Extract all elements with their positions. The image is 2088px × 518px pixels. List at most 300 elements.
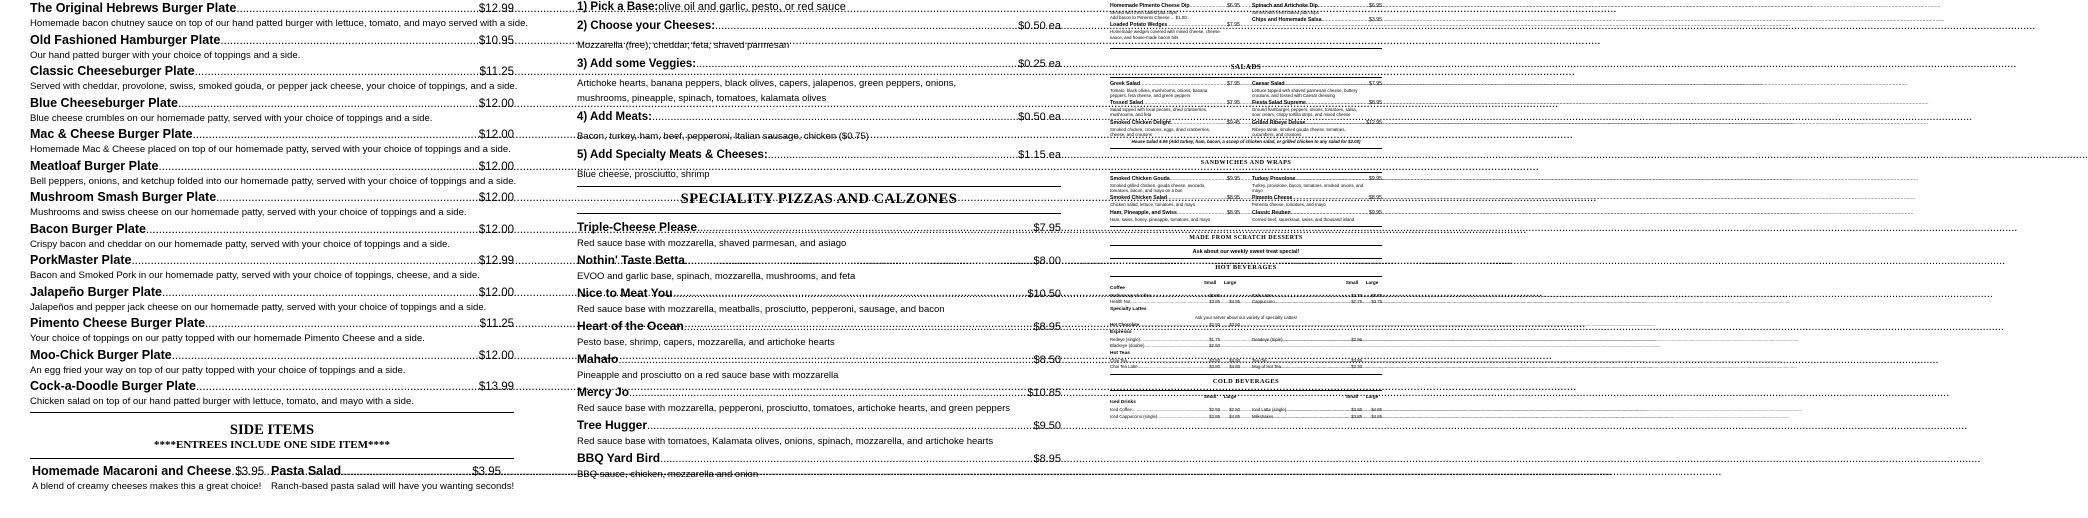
price-small: $2.30 (1351, 364, 1362, 370)
menu-item-header (577, 0, 1061, 15)
leader-dots (684, 319, 1034, 335)
pizza-step-description: Bacon, turkey, ham, beef, pepperoni, Italian sausage, chicken ($0.75) (577, 131, 869, 142)
beverage-name: Health Nut (1110, 299, 1131, 305)
appetizers-section (1110, 3, 1382, 42)
burger-name: Jalapeño Burger Plate (30, 284, 162, 299)
mini-menu-item (1110, 120, 1240, 137)
price-large: $3.75 (1371, 299, 1382, 305)
menu-item-header (1110, 195, 1240, 202)
sandwiches-title: SANDWICHES AND WRAPS (1200, 159, 1292, 167)
hot-teas-label: Hot Teas (1110, 350, 1130, 356)
leader-dots (1132, 407, 1200, 414)
leader-dots (1127, 358, 1200, 365)
leader-dots (1295, 176, 1369, 183)
leader-dots (697, 220, 1033, 236)
coffee-right (1252, 293, 1382, 306)
menu-item-header (1252, 81, 1382, 88)
mini-menu-item (1252, 17, 1382, 24)
burger-item (30, 315, 514, 347)
menu-item-header (1252, 210, 1382, 217)
burger-price: $10.95 (478, 34, 514, 47)
mini-item-price: $7.95 (1369, 80, 1382, 87)
menu-item-header (30, 221, 514, 237)
divider (1110, 374, 1382, 375)
burger-price: $12.00 (478, 192, 514, 204)
divider (1110, 258, 1382, 259)
mini-item-name: Smoked Chicken Salad (1110, 195, 1168, 202)
price-small: $2.50 (1209, 407, 1220, 412)
leader-dots (1291, 210, 1369, 217)
burger-price: $12.00 (478, 160, 514, 173)
beverage-name: Cafe Latte (1252, 292, 1272, 298)
price-small: $3.85 (1351, 407, 1362, 412)
side-item-description: A blend of creamy cheeses makes this a great choice! (32, 480, 262, 492)
mini-item-description: Turkey, provolone, bacon, tomatoes, smoked onions, and (1252, 183, 1364, 189)
mini-menu-item (1110, 22, 1240, 39)
burger-price: $12.00 (478, 97, 514, 110)
leader-dots (1267, 358, 1342, 365)
pizza-name: Tree Hugger (577, 418, 648, 432)
teas-left (1110, 358, 1240, 371)
burger-item (30, 32, 514, 64)
beverage-name: Chai Tea Latte (1110, 364, 1138, 370)
beverage-row (1110, 407, 1240, 414)
menu-item-header (1252, 176, 1382, 183)
divider (1110, 148, 1382, 149)
mini-item-name: Turkey Provolone (1252, 176, 1296, 183)
pizza-price: $8.50 (1033, 354, 1061, 366)
salads-right (1252, 81, 1382, 139)
pizza-description: Pineapple and prosciutto on a red sauce base with mozzarella (577, 370, 839, 381)
pizza-price: $8.95 (1033, 321, 1061, 333)
hot-chocolate-label: Hot Chocolate (1110, 322, 1140, 328)
beverage-row (1110, 343, 1240, 350)
leader-dots (1272, 293, 1342, 300)
beverage-name: Redeye (single) (1110, 336, 1141, 342)
mini-item-price: $9.95 (1369, 209, 1382, 216)
leader-dots (768, 148, 1019, 163)
espresso-label: Espresso (1110, 329, 1132, 335)
leader-dots (647, 418, 1033, 434)
beverage-name: Blackeye (double) (1110, 343, 1145, 349)
pizza-step (577, 19, 1061, 53)
burger-name: Old Fashioned Hamburger Plate (30, 32, 221, 47)
mini-item-name: Smoked Chicken Gouda (1110, 176, 1170, 183)
mini-item-price: $6.95 (1227, 3, 1240, 9)
mini-menu-item (1252, 81, 1382, 98)
burger-price: $13.99 (478, 381, 514, 393)
pizza-description: Red sauce base with mozzarella, shaved parmesan, and asiago (577, 238, 847, 249)
leader-dots (1292, 195, 1369, 202)
price-large (1220, 343, 1240, 350)
burger-name: Bacon Burger Plate (30, 221, 147, 236)
divider (1110, 77, 1382, 78)
price-small: $3.50 (1209, 357, 1220, 363)
beverage-row (1252, 364, 1382, 371)
beverage-name: Milkshakes (1252, 413, 1274, 419)
appetizers-left (1110, 3, 1240, 42)
mini-item-description: cucumbers, and croutons (1252, 131, 1302, 137)
leader-dots (1140, 337, 1200, 344)
burger-price: $11.25 (479, 66, 514, 78)
appetizers-right (1252, 3, 1382, 42)
price-small: $1.95 (1209, 292, 1220, 298)
leader-dots (1157, 414, 1200, 421)
beverage-row (1110, 358, 1240, 365)
leader-dots (341, 464, 472, 480)
leader-dots (172, 348, 479, 364)
beverage-row (1252, 358, 1382, 365)
specialty-pizza-item (577, 318, 1061, 351)
iced-drinks-section (1110, 407, 1382, 420)
burger-item (30, 63, 518, 95)
size-large-label: Large (1365, 394, 1379, 399)
size-large-label: Large (1223, 394, 1237, 399)
pizza-step-price: $0.50 ea (1018, 20, 1061, 32)
price-small: $3.85 (1351, 357, 1362, 363)
pizza-description: Pesto base, shrimp, capers, mozzarella, and artichoke hearts (577, 337, 835, 348)
burger-item (30, 0, 529, 32)
mini-menu-item (1252, 100, 1382, 117)
menu-item-header (1110, 176, 1240, 183)
burger-menu-panel (30, 0, 529, 500)
price-small: $3.85 (1209, 413, 1220, 419)
divider (1110, 226, 1382, 227)
price-large: $3.75 (1371, 292, 1382, 298)
mini-item-description: sour cream, crispy tortilla strips, and mixed cheese (1252, 112, 1351, 118)
beverage-row (1110, 414, 1240, 421)
mini-item-price: $8.95 (1369, 195, 1382, 202)
size-small-label: Small (1345, 279, 1359, 285)
leader-dots (196, 379, 479, 395)
mini-item-description: Smoked chicken, croutons, eggs, dried cranberries, (1110, 126, 1211, 132)
leader-dots (660, 451, 1033, 467)
mini-item-price: $9.45 (1227, 119, 1240, 126)
pizza-step-description: Blue cheese, prosciutto, shrimp (577, 169, 710, 180)
mini-item-name: Caesar Salad (1252, 80, 1285, 87)
leader-dots (1144, 343, 1200, 350)
size-small-label: Small (1203, 279, 1217, 285)
beverage-name: Deadeye (triple) (1252, 336, 1283, 342)
burger-description: Crispy bacon and cheddar on our homemade patty, served with your choice of toppings and a side. (30, 238, 451, 250)
mini-item-description: tomatoes, bacon, and mayo on a bun (1110, 188, 1183, 194)
leader-dots (1305, 120, 1366, 127)
pizza-description: Red sauce base with mozzarella, meatballs, prosciutto, pepperoni, sausage, and bacon (577, 304, 945, 315)
menu-item-header (1110, 3, 1240, 10)
leader-dots (1190, 3, 1227, 10)
price-small: $2.75 (1351, 299, 1362, 305)
leader-dots (1130, 299, 1200, 306)
size-small-label: Small (1345, 394, 1359, 399)
pizza-step-price: $0.50 ea (1018, 111, 1061, 123)
mini-item-description: Lettuce topped with shaved parmesan cheese, buttery (1252, 87, 1358, 93)
specialty-pizza-item (577, 351, 1061, 384)
leader-dots (1306, 100, 1369, 107)
mini-item-name: Tossed Salad (1110, 100, 1144, 107)
price-large: $4.50 (1229, 357, 1240, 363)
menu-item-header (30, 0, 514, 16)
burger-item (30, 95, 514, 127)
mini-menu-item (1110, 176, 1240, 193)
pizza-price: $10.50 (1027, 288, 1061, 300)
side-items-section (30, 458, 514, 518)
burger-description: Bacon and Smoked Pork in our homemade patty, served with your choice of toppings, cheese, and a side. (30, 270, 480, 281)
burger-description: Chicken salad on top of our hand patted burger with lettuce, tomato, and mayo with a side. (30, 396, 414, 407)
pizza-description: Red sauce base with tomatoes, Kalamata olives, onions, spinach, mozzarella, and artichoke hearts (577, 436, 994, 447)
cold-beverages-title: COLD BEVERAGES (1212, 378, 1280, 385)
pizza-description: BBQ sauce, chicken, mozzarella and onion (577, 469, 759, 480)
leader-dots (618, 352, 1033, 368)
mini-item-name: Smoked Chicken Delight (1110, 119, 1171, 126)
hot-teas-section (1110, 358, 1382, 371)
burger-name: Cock-a-Doodle Burger Plate (30, 379, 197, 393)
burger-item (30, 378, 514, 410)
mini-item-price: $7.95 (1227, 22, 1240, 29)
menu-item-header (577, 417, 1061, 433)
menu-item-header (30, 378, 514, 394)
leader-dots (685, 253, 1033, 269)
menu-item-header (577, 351, 1061, 367)
mini-item-description: Homemade wedges covered with mixed cheese, cheese (1110, 29, 1220, 35)
pizza-step (577, 57, 1061, 106)
coffee-section (1110, 293, 1382, 306)
divider (1110, 390, 1382, 391)
burger-name: Mac & Cheese Burger Plate (30, 127, 193, 141)
pizza-step-price: $1.15 ea (1018, 149, 1061, 161)
leader-dots (715, 19, 1018, 34)
teas-right (1252, 358, 1382, 371)
mini-menu-item (1252, 195, 1382, 207)
desserts-note: Ask about our weekly sweet treat special! (1192, 248, 1300, 255)
menu-item-header (30, 347, 514, 363)
burger-description: Served with cheddar, provolone, swiss, smoked gouda, or pepper jack cheese, your choice of toppings, and a side. (30, 81, 518, 92)
leader-dots (178, 96, 479, 112)
leader-dots (236, 1, 479, 17)
leader-dots (673, 286, 1028, 302)
burger-item (30, 221, 514, 253)
pizza-name: Mercy Jo (577, 385, 630, 399)
menu-item-header (577, 219, 1061, 235)
side-items-title: SIDE ITEMS (229, 421, 315, 438)
sandwiches-section (1110, 176, 1382, 224)
specialty-pizza-list (577, 219, 1061, 483)
beverage-row (1252, 299, 1382, 306)
leader-dots (1273, 414, 1342, 421)
sandwiches-left (1110, 176, 1240, 224)
mini-item-name: Spinach and Artichoke Dip (1252, 3, 1318, 9)
hot-beverages-title: HOT BEVERAGES (1215, 263, 1277, 271)
leader-dots (1275, 299, 1342, 306)
price-large: $4.85 (1371, 407, 1382, 412)
menu-item-header (30, 189, 514, 205)
mini-menu-item (1252, 3, 1382, 15)
price-large: $4.85 (1229, 299, 1240, 305)
side-items-subtitle: ****ENTREES INCLUDE ONE SIDE ITEM**** (154, 438, 390, 451)
mini-item-price: $7.95 (1227, 80, 1240, 87)
leader-dots (1143, 100, 1227, 107)
price-large (1220, 293, 1240, 300)
iced-left (1110, 407, 1240, 420)
side-item-name: Homemade Macaroni and Cheese (32, 463, 232, 478)
mini-item-name: Loaded Potato Wedges (1110, 22, 1168, 29)
burger-price: $12.99 (478, 255, 514, 267)
divider (1110, 276, 1382, 277)
side-item (271, 463, 515, 495)
pizza-step (577, 110, 1061, 144)
menu-item-header (577, 285, 1061, 301)
pizza-name: BBQ Yard Bird (577, 451, 661, 465)
menu-item-header (30, 126, 514, 142)
mini-item-description: Served with fresh baked pita chips (1252, 10, 1319, 15)
menu-item-header (577, 110, 1061, 125)
mini-item-description: Pimento cheese, tomatoes, and mayo (1252, 202, 1326, 208)
pizza-step-description: Mozzarella (free), cheddar, feta, shaved parmesan (577, 40, 790, 51)
burger-name: Classic Cheeseburger Plate (30, 64, 195, 78)
pizza-step-name: 5) Add Specialty Meats & Cheeses: (577, 149, 768, 161)
burger-description: Blue cheese crumbles on our homemade patty, served with your choice of toppings and a side. (30, 112, 433, 124)
beverage-name: Iced Cappuccino (single) (1110, 413, 1158, 419)
menu-item-header (577, 19, 1061, 34)
mini-item-name: Chips and Homemade Salsa (1252, 17, 1322, 24)
burger-description: An egg fried your way on top of our patty topped with your choice of toppings and a side. (30, 364, 406, 376)
burger-description: Our hand patted burger with your choice of toppings and a side. (30, 49, 301, 61)
menu-item-header (577, 450, 1061, 466)
burger-price: $12.00 (478, 286, 514, 299)
mini-menu-item (1110, 210, 1240, 222)
lattes-label: Specialty Lattes (1110, 307, 1147, 313)
price-small: $3.85 (1209, 299, 1220, 305)
pizza-price: $7.95 (1033, 222, 1061, 234)
pizza-price: $9.50 (1033, 420, 1061, 432)
pizza-name: Heart of the Ocean (577, 319, 684, 333)
burger-name: Meatloaf Burger Plate (30, 158, 159, 173)
menu-item-header (577, 252, 1061, 268)
mini-item-description: mayo (1252, 188, 1263, 194)
mini-item-price: $6.95 (1369, 3, 1382, 9)
mini-item-name: Greek Salad (1110, 80, 1140, 87)
burger-item (30, 347, 514, 379)
mini-item-name: Fiesta Salad Supreme (1252, 100, 1306, 107)
coffee-left (1110, 293, 1240, 306)
build-your-pizza-list (577, 0, 1061, 182)
divider (577, 213, 1061, 214)
burger-price: $12.00 (478, 223, 514, 236)
leader-dots (1138, 364, 1200, 371)
leader-dots (652, 110, 1018, 125)
burger-item (30, 284, 514, 316)
mini-item-description: cheese, and croutons (1110, 131, 1152, 137)
mini-menu-item (1110, 81, 1240, 98)
leader-dots (1170, 176, 1227, 183)
pizza-step-description: mushrooms, pineapple, spinach, tomatoes, kalamata olives (577, 93, 827, 104)
beverage-name: Iced Latte (single) (1252, 407, 1287, 412)
menu-item-header (1252, 195, 1382, 202)
menu-item-header (1110, 22, 1240, 29)
leader-dots (1321, 17, 1369, 24)
pizza-step (577, 0, 1061, 15)
beverage-row (1110, 364, 1240, 371)
leader-dots (1281, 364, 1342, 371)
menu-item-header (30, 63, 514, 79)
iced-right (1252, 407, 1382, 420)
burger-description: Your choice of toppings on our patty topped with our homemade Pimento Cheese and a side. (30, 333, 425, 344)
pizza-price: $8.95 (1033, 453, 1061, 465)
mini-item-price: $9.95 (1369, 176, 1382, 183)
burger-name: The Original Hebrews Burger Plate (30, 1, 237, 15)
specialty-pizza-item (577, 219, 1061, 252)
menu-item-header (30, 252, 514, 268)
burger-name: Moo-Chick Burger Plate (30, 347, 172, 362)
price-small: $2.50 (1209, 343, 1220, 349)
menu-item-header (30, 315, 514, 331)
burger-list (30, 0, 529, 410)
pizza-name: Triple-Cheese Please (577, 220, 698, 234)
menu-item-header (1252, 120, 1382, 127)
leader-dots (195, 64, 480, 80)
beverage-name: Mug of Hot Tea (1252, 364, 1282, 370)
specialty-pizza-item (577, 384, 1061, 417)
mini-item-description: mushrooms, and feta (1110, 112, 1152, 118)
divider (1110, 245, 1382, 246)
price-small: $1.75 (1209, 336, 1220, 342)
side-item-price: $3.95 (472, 465, 501, 478)
mini-item-description: Served with fresh baked pita chips (1110, 10, 1177, 15)
pizza-step (577, 148, 1061, 182)
menu-item-header (1252, 17, 1382, 24)
burger-item (30, 252, 514, 284)
menu-item-header (1252, 100, 1382, 107)
sandwiches-right (1252, 176, 1382, 224)
pizza-price: $10.85 (1027, 387, 1061, 399)
beverage-row (1252, 337, 1382, 344)
size-small-label: Small (1203, 394, 1217, 399)
beverage-name: Cappuccino (1252, 299, 1275, 305)
mini-item-name: Ham, Pineapple, and Swiss (1110, 209, 1177, 216)
leader-dots (1167, 22, 1227, 29)
leader-dots (1151, 293, 1200, 300)
leader-dots (1285, 81, 1369, 88)
burger-item (30, 158, 517, 190)
price-large (1362, 358, 1382, 365)
cafe-menu-panel (1110, 0, 1382, 500)
leader-dots (193, 127, 479, 143)
specialty-pizza-item (577, 417, 1061, 450)
espresso-section (1110, 337, 1382, 350)
mini-item-description: Ground hamburger, peppers, onions, tomatoes, salsa, (1252, 107, 1357, 113)
burger-price: $12.00 (478, 349, 514, 362)
price-large: $4.85 (1371, 413, 1382, 419)
lattes-note: Ask your server about our variety of specialty Lattes! (1194, 315, 1297, 321)
mini-item-description: Corned beef, sauerkraut, swiss, and thousand island (1252, 216, 1355, 222)
leader-dots (1283, 337, 1342, 344)
leader-dots (1167, 195, 1227, 202)
menu-item-header (1110, 100, 1240, 107)
burger-name: PorkMaster Plate (30, 253, 132, 267)
divider (1110, 172, 1382, 173)
pizza-step-name: 3) Add some Veggies: (577, 58, 697, 70)
beverage-row (1110, 293, 1240, 300)
specialty-pizza-item (577, 252, 1061, 285)
pizza-name: Nice to Meat You (577, 286, 673, 300)
mini-item-description: croutons, and tossed with Caesar dressing (1252, 93, 1335, 99)
price-small: $2.96 (1351, 336, 1362, 342)
side-item-price: $3.95 (235, 465, 265, 478)
leader-dots (131, 253, 478, 269)
burger-description: Mushrooms and swiss cheese on our homemade patty, served with your choice of toppings and a side. (30, 207, 467, 218)
price-large: $2.50 (1229, 407, 1240, 412)
espresso-right (1252, 337, 1382, 350)
beverage-row (1110, 337, 1240, 344)
